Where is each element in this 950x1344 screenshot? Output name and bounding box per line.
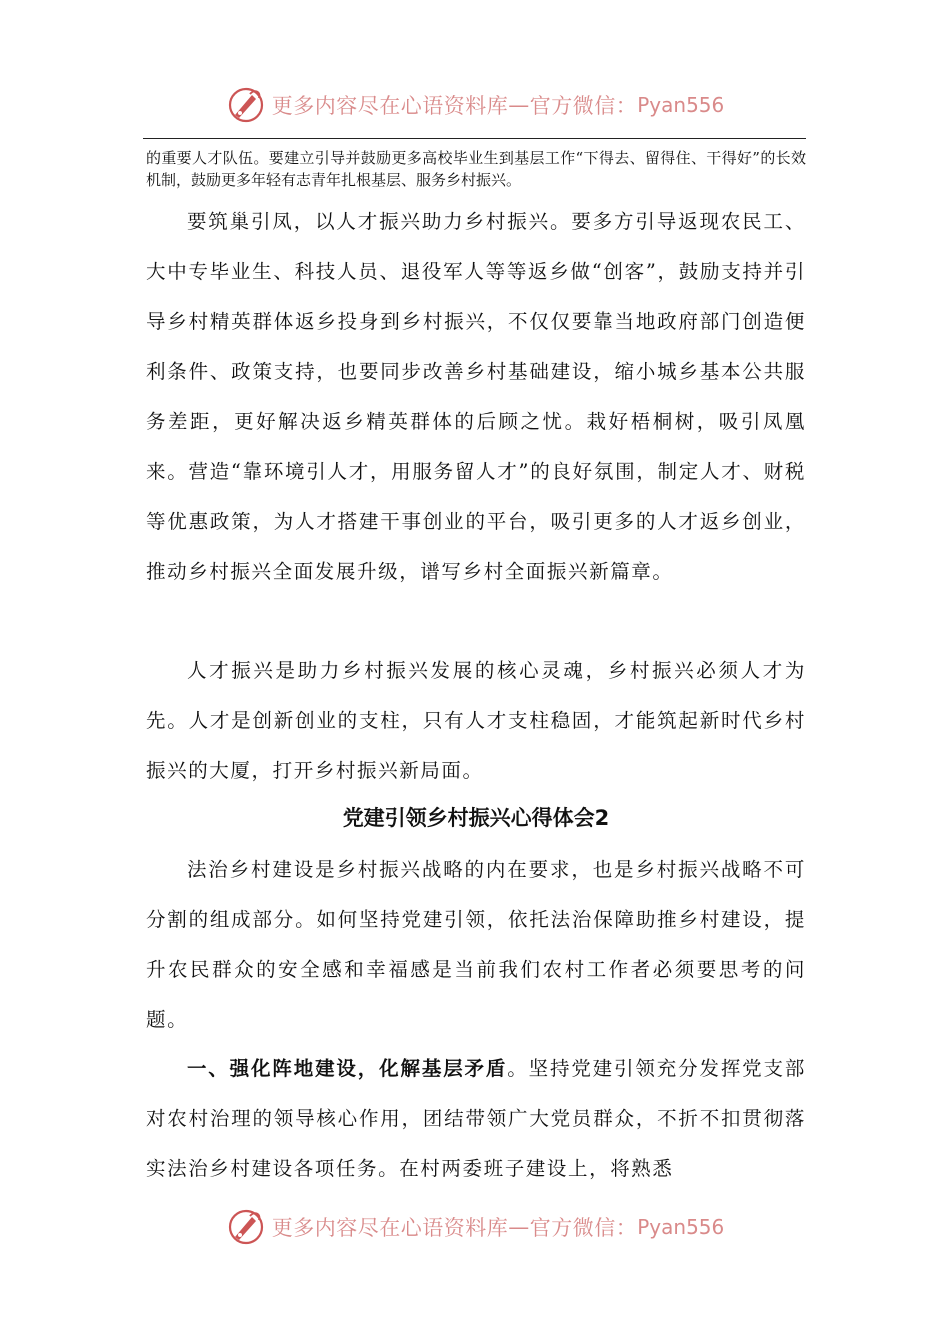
paragraph-talent-core: 人才振兴是助力乡村振兴发展的核心灵魂，乡村振兴必须人才为先。人才是创新创业的支柱，只有人才支柱稳固，才能筑起新时代乡村振兴的大厦，打开乡村振兴新局面。 xyxy=(146,659,806,782)
paragraph-rule-of-law: 法治乡村建设是乡村振兴战略的内在要求，也是乡村振兴战略不可分割的组成部分。如何坚持党建引领，依托法治保障助推乡村建设，提升农民群众的安全感和幸福感是当前我们农村工作者必须要思考的问题。 xyxy=(146,858,806,1031)
header-rule xyxy=(143,138,806,139)
banner-text: 更多内容尽在心语资料库 xyxy=(271,1216,509,1240)
point-one-lead: 一、强化阵地建设，化解基层矛盾 xyxy=(186,1057,508,1080)
banner-suffix: 官方微信： xyxy=(529,94,638,118)
continued-paragraph: 的重要人才队伍。要建立引导并鼓励更多高校毕业生到基层工作“下得去、留得住、干得好”的长效机制，鼓励更多年轻有志青年扎根基层、服务乡村振兴。 xyxy=(146,149,806,189)
header-banner xyxy=(0,80,950,130)
pen-nib-icon xyxy=(226,1207,266,1247)
banner-separator: — xyxy=(508,93,530,117)
banner-text: 更多内容尽在心语资料库 xyxy=(271,94,509,118)
banner-wechat-id: Pyan556 xyxy=(637,1215,725,1239)
pen-nib-icon xyxy=(226,85,266,125)
banner-suffix: 官方微信： xyxy=(529,1216,638,1240)
paragraph-talent-attraction: 要筑巢引凤，以人才振兴助力乡村振兴。要多方引导返现农民工、大中专毕业生、科技人员、退役军人等等返乡做“创客”，鼓励支持并引导乡村精英群体返乡投身到乡村振兴，不仅仅要靠当地政府部门创造便利条件、政策支持，也要同步改善乡村基础建设，缩小城乡基本公共服务差距，更好解决返乡精英群体的后顾之忧。栽好梧桐树，吸引凤凰来。营造“靠环境引人才，用服务留人才”的良好氛围，制定人才、财税等优惠政策，为人才搭建干事创业的平台，吸引更多的人才返乡创业，推动乡村振兴全面发展升级，谱写乡村全面振兴新篇章。 xyxy=(146,210,806,583)
paragraph-point-one xyxy=(146,1044,806,1194)
section-title: 党建引领乡村振兴心得体会2 xyxy=(342,806,610,830)
footer-banner xyxy=(0,1202,950,1252)
banner-separator: — xyxy=(508,1215,530,1239)
point-one-text: 。坚持党建引领充分发挥党支部对农村治理的领导核心作用，团结带领广大党员群众，不折不扣贯彻落实法治乡村建设各项任务。在村两委班子建设上，将熟悉 xyxy=(146,1057,806,1180)
banner-wechat-id: Pyan556 xyxy=(637,93,725,117)
